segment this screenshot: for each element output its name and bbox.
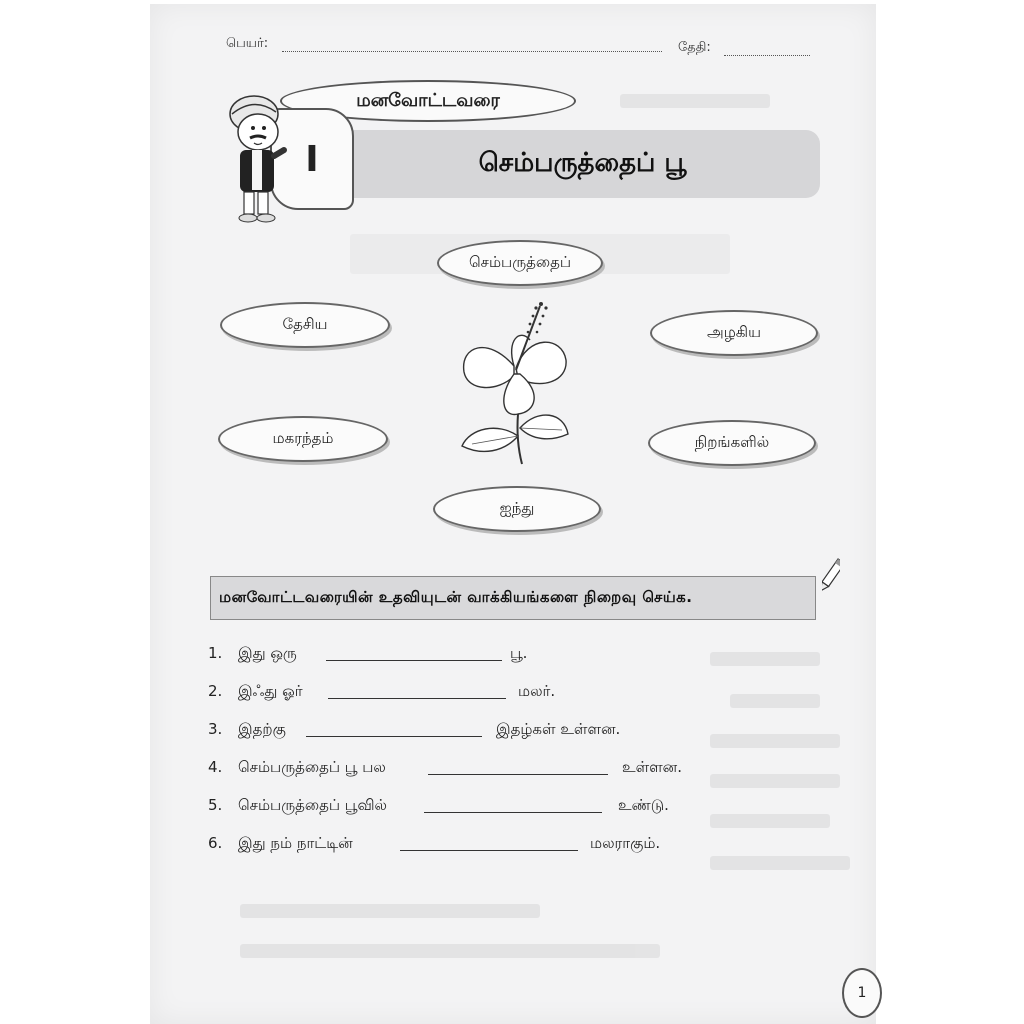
topic-banner (345, 130, 820, 198)
mascot-boy-icon (226, 92, 296, 227)
answer-blank-1[interactable] (326, 646, 502, 661)
question-suffix: உள்ளன. (622, 758, 682, 776)
section-number: I (305, 138, 319, 180)
answer-blank-4[interactable] (428, 760, 608, 775)
mindmap-cloud-bottom (433, 486, 601, 532)
question-suffix: மலர். (518, 682, 556, 700)
name-label: பெயர்: (226, 36, 269, 51)
mindmap-word-right-lower: நிறங்களில் (694, 433, 770, 451)
mindmap-word-right-upper: அழகிய (707, 323, 761, 341)
mindmap-cloud-right-lower (648, 420, 816, 466)
question-prefix: இது ஒரு (238, 644, 297, 662)
question-number: 4. (208, 758, 223, 776)
question-suffix: உண்டு. (618, 796, 669, 814)
mindmap-word-bottom: ஐந்து (499, 499, 535, 517)
mindmap-word-top: செம்பருத்தைப் (468, 253, 571, 271)
question-suffix: இதழ்கள் உள்ளன. (496, 720, 621, 738)
mindmap-cloud-left-lower (218, 416, 388, 462)
page-number-badge (842, 968, 882, 1018)
mindmap-cloud-left-upper (220, 302, 390, 348)
question-number: 3. (208, 720, 223, 738)
date-label: தேதி: (678, 40, 711, 55)
name-field[interactable] (282, 50, 662, 52)
topic-title: செம்பருத்தைப் பூ (478, 147, 687, 178)
question-prefix: இஃது ஓர் (238, 682, 303, 700)
page-number: 1 (857, 985, 867, 1001)
mindmap-cloud-top (437, 240, 603, 286)
mindmap-word-left-lower: மகரந்தம் (272, 429, 334, 447)
question-number: 2. (208, 682, 223, 700)
answer-blank-6[interactable] (400, 836, 578, 851)
question-number: 1. (208, 644, 223, 662)
hibiscus-flower-icon (458, 296, 572, 466)
date-field[interactable] (724, 54, 810, 56)
instruction-text: மனவோட்டவரையின் உதவியுடன் வாக்கியங்களை நிறைவு செய்க. (219, 588, 693, 606)
answer-blank-5[interactable] (424, 798, 602, 813)
question-suffix: மலராகும். (590, 834, 661, 852)
pencil-icon (822, 556, 840, 596)
answer-blank-2[interactable] (328, 684, 506, 699)
question-number: 5. (208, 796, 223, 814)
instruction-box (210, 576, 816, 620)
mindmap-cloud-right-upper (650, 310, 818, 356)
question-prefix: இதற்கு (238, 720, 286, 738)
question-number: 6. (208, 834, 223, 852)
question-prefix: இது நம் நாட்டின் (238, 834, 353, 852)
mindmap-word-left-upper: தேசிய (282, 315, 328, 333)
answer-blank-3[interactable] (306, 722, 482, 737)
mindmap-title-text: மனவோட்டவரை (356, 89, 500, 111)
question-prefix: செம்பருத்தைப் பூவில் (238, 796, 387, 814)
question-suffix: பூ. (510, 644, 528, 662)
question-prefix: செம்பருத்தைப் பூ பல (238, 758, 386, 776)
